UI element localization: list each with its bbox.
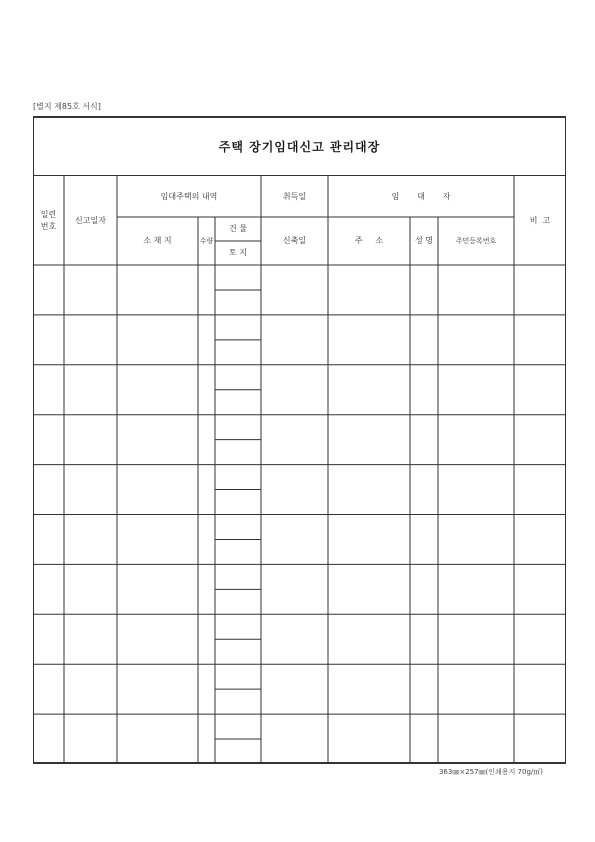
table-row (33, 415, 566, 465)
header-address: 주 소 (354, 236, 384, 245)
table-row (33, 265, 566, 315)
table-row (33, 315, 566, 365)
table-row (33, 664, 566, 714)
header-report-date: 신고일자 (75, 215, 106, 225)
header-registration-date: 신축일 (282, 236, 307, 245)
page-title: 주택 장기임대신고 관리대장 (218, 140, 381, 154)
header-land: 토 지 (229, 248, 247, 257)
header-lessor: 임 대 자 (391, 191, 451, 201)
table-row (33, 515, 566, 565)
form-number-label: [별지 제85호 서식] (33, 102, 101, 111)
header-name: 성 명 (415, 236, 433, 245)
header-acquisition-date: 취득일 (282, 191, 307, 201)
table-row (33, 564, 566, 614)
table-row (33, 714, 566, 764)
header-building: 건 물 (229, 224, 247, 233)
header-rental-housing-details: 임대주택의 내역 (160, 191, 218, 201)
header-serial-no: 일련 번호 (40, 209, 57, 231)
header-quantity: 수량 (199, 236, 214, 245)
ledger-table (33, 116, 566, 764)
header-location: 소 재 지 (143, 236, 172, 245)
paper-size-note: 363㎜×257㎜(인쇄용지 70g/㎡) (438, 768, 543, 776)
table-row (33, 365, 566, 415)
table-row (33, 614, 566, 664)
header-remarks: 비 고 (529, 215, 551, 225)
table-row (33, 465, 566, 515)
header-resident-no: 주민등록번호 (455, 236, 497, 245)
